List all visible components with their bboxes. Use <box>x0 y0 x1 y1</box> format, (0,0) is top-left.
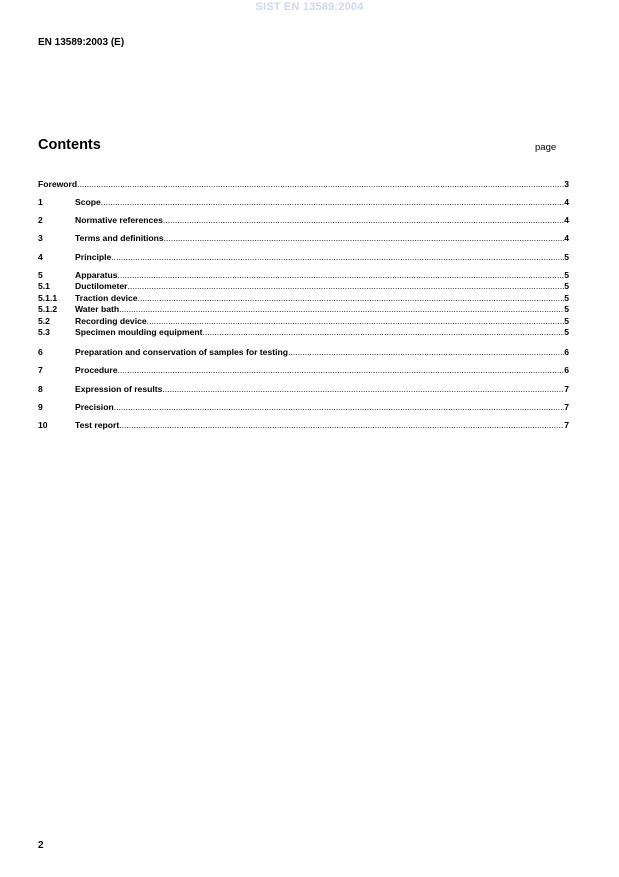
toc-entry-number: 5 <box>38 270 43 280</box>
toc-entry-page: 7 <box>564 420 569 430</box>
toc-leader-dots <box>162 384 564 394</box>
toc-leader-dots <box>119 304 564 314</box>
toc-entry-page: 4 <box>564 233 569 243</box>
toc-entry-title: Ductilometer <box>75 281 128 291</box>
toc-entry-page: 5 <box>564 252 569 262</box>
toc-entry-title: Terms and definitions <box>75 233 164 243</box>
toc-entry-principle[interactable] <box>38 250 569 262</box>
toc-entry-number: 10 <box>38 420 48 430</box>
toc-entry-page: 4 <box>564 215 569 225</box>
toc-entry-scope[interactable] <box>38 195 569 207</box>
toc-entry-number: 9 <box>38 402 43 412</box>
toc-entry-title: Precision <box>75 402 114 412</box>
toc-entry-page: 4 <box>564 197 569 207</box>
toc-entry-page: 6 <box>564 365 569 375</box>
toc-entry-number: 5.1 <box>38 281 50 291</box>
toc-entry-title: Recording device <box>75 316 147 326</box>
page-column-label: page <box>535 142 557 153</box>
toc-entry-page: 6 <box>564 347 569 357</box>
toc-entry-title: Traction device <box>75 293 138 303</box>
toc-entry-page: 5 <box>564 281 569 291</box>
toc-entry-page: 3 <box>564 179 569 189</box>
toc-entry-procedure[interactable] <box>38 363 569 375</box>
toc-entry-preparation-of-samples[interactable] <box>38 345 569 357</box>
toc-entry-title: Test report <box>75 420 120 430</box>
toc-entry-number: 8 <box>38 384 43 394</box>
watermark: SIST EN 13589:2004 <box>255 1 364 13</box>
document-identifier: EN 13589:2003 (E) <box>38 37 125 48</box>
toc-entry-normative-references[interactable] <box>38 213 569 225</box>
toc-entry-number: 2 <box>38 215 43 225</box>
toc-entry-precision[interactable] <box>38 400 569 412</box>
toc-entry-number: 5.1.2 <box>38 304 58 314</box>
toc-entry-title: Normative references <box>75 215 163 225</box>
toc-leader-dots <box>128 281 565 291</box>
toc-leader-dots <box>164 233 565 243</box>
toc-entry-number: 7 <box>38 365 43 375</box>
toc-entry-page: 5 <box>564 293 569 303</box>
toc-entry-water-bath[interactable] <box>38 302 569 314</box>
toc-leader-dots <box>101 197 564 207</box>
toc-entry-title: Preparation and conservation of samples for testing <box>75 347 288 357</box>
toc-entry-page: 7 <box>564 384 569 394</box>
toc-entry-title: Apparatus <box>75 270 118 280</box>
toc-leader-dots <box>114 402 565 412</box>
toc-entry-title: Scope <box>75 197 101 207</box>
toc-entry-page: 5 <box>564 316 569 326</box>
toc-leader-dots <box>118 365 565 375</box>
toc-leader-dots <box>77 179 564 189</box>
toc-entry-number: 5.2 <box>38 316 50 326</box>
toc-entry-title: Principle <box>75 252 112 262</box>
toc-entry-page: 5 <box>564 304 569 314</box>
toc-entry-title: Water bath <box>75 304 120 314</box>
toc-entry-number: 4 <box>38 252 43 262</box>
toc-entry-title: Specimen moulding equipment <box>75 327 203 337</box>
toc-leader-dots <box>288 347 564 357</box>
toc-entry-number: 6 <box>38 347 43 357</box>
toc-leader-dots <box>202 327 564 337</box>
toc-entry-test-report[interactable] <box>38 418 569 430</box>
toc-entry-number: 1 <box>38 197 43 207</box>
toc-entry-number: 5.1.1 <box>38 293 58 303</box>
toc-entry-number: 5.3 <box>38 327 50 337</box>
contents-heading: Contents <box>38 137 101 153</box>
toc-leader-dots <box>111 252 564 262</box>
toc-leader-dots <box>163 215 564 225</box>
toc-entry-terms-and-definitions[interactable] <box>38 231 569 243</box>
toc-entry-page: 5 <box>564 270 569 280</box>
toc-entry-ductilometer[interactable] <box>38 279 569 291</box>
toc-entry-page: 7 <box>564 402 569 412</box>
toc-leader-dots <box>119 420 564 430</box>
toc-entry-specimen-moulding-equipment[interactable] <box>38 325 569 337</box>
toc-entry-number: 3 <box>38 233 43 243</box>
toc-entry-expression-of-results[interactable] <box>38 382 569 394</box>
toc-entry-title: Procedure <box>75 365 118 375</box>
toc-entry-page: 5 <box>564 327 569 337</box>
toc-entry-title: Expression of results <box>75 384 163 394</box>
page-number: 2 <box>38 840 44 851</box>
toc-entry-foreword[interactable] <box>38 177 569 189</box>
toc-entry-title: Foreword <box>38 179 78 189</box>
